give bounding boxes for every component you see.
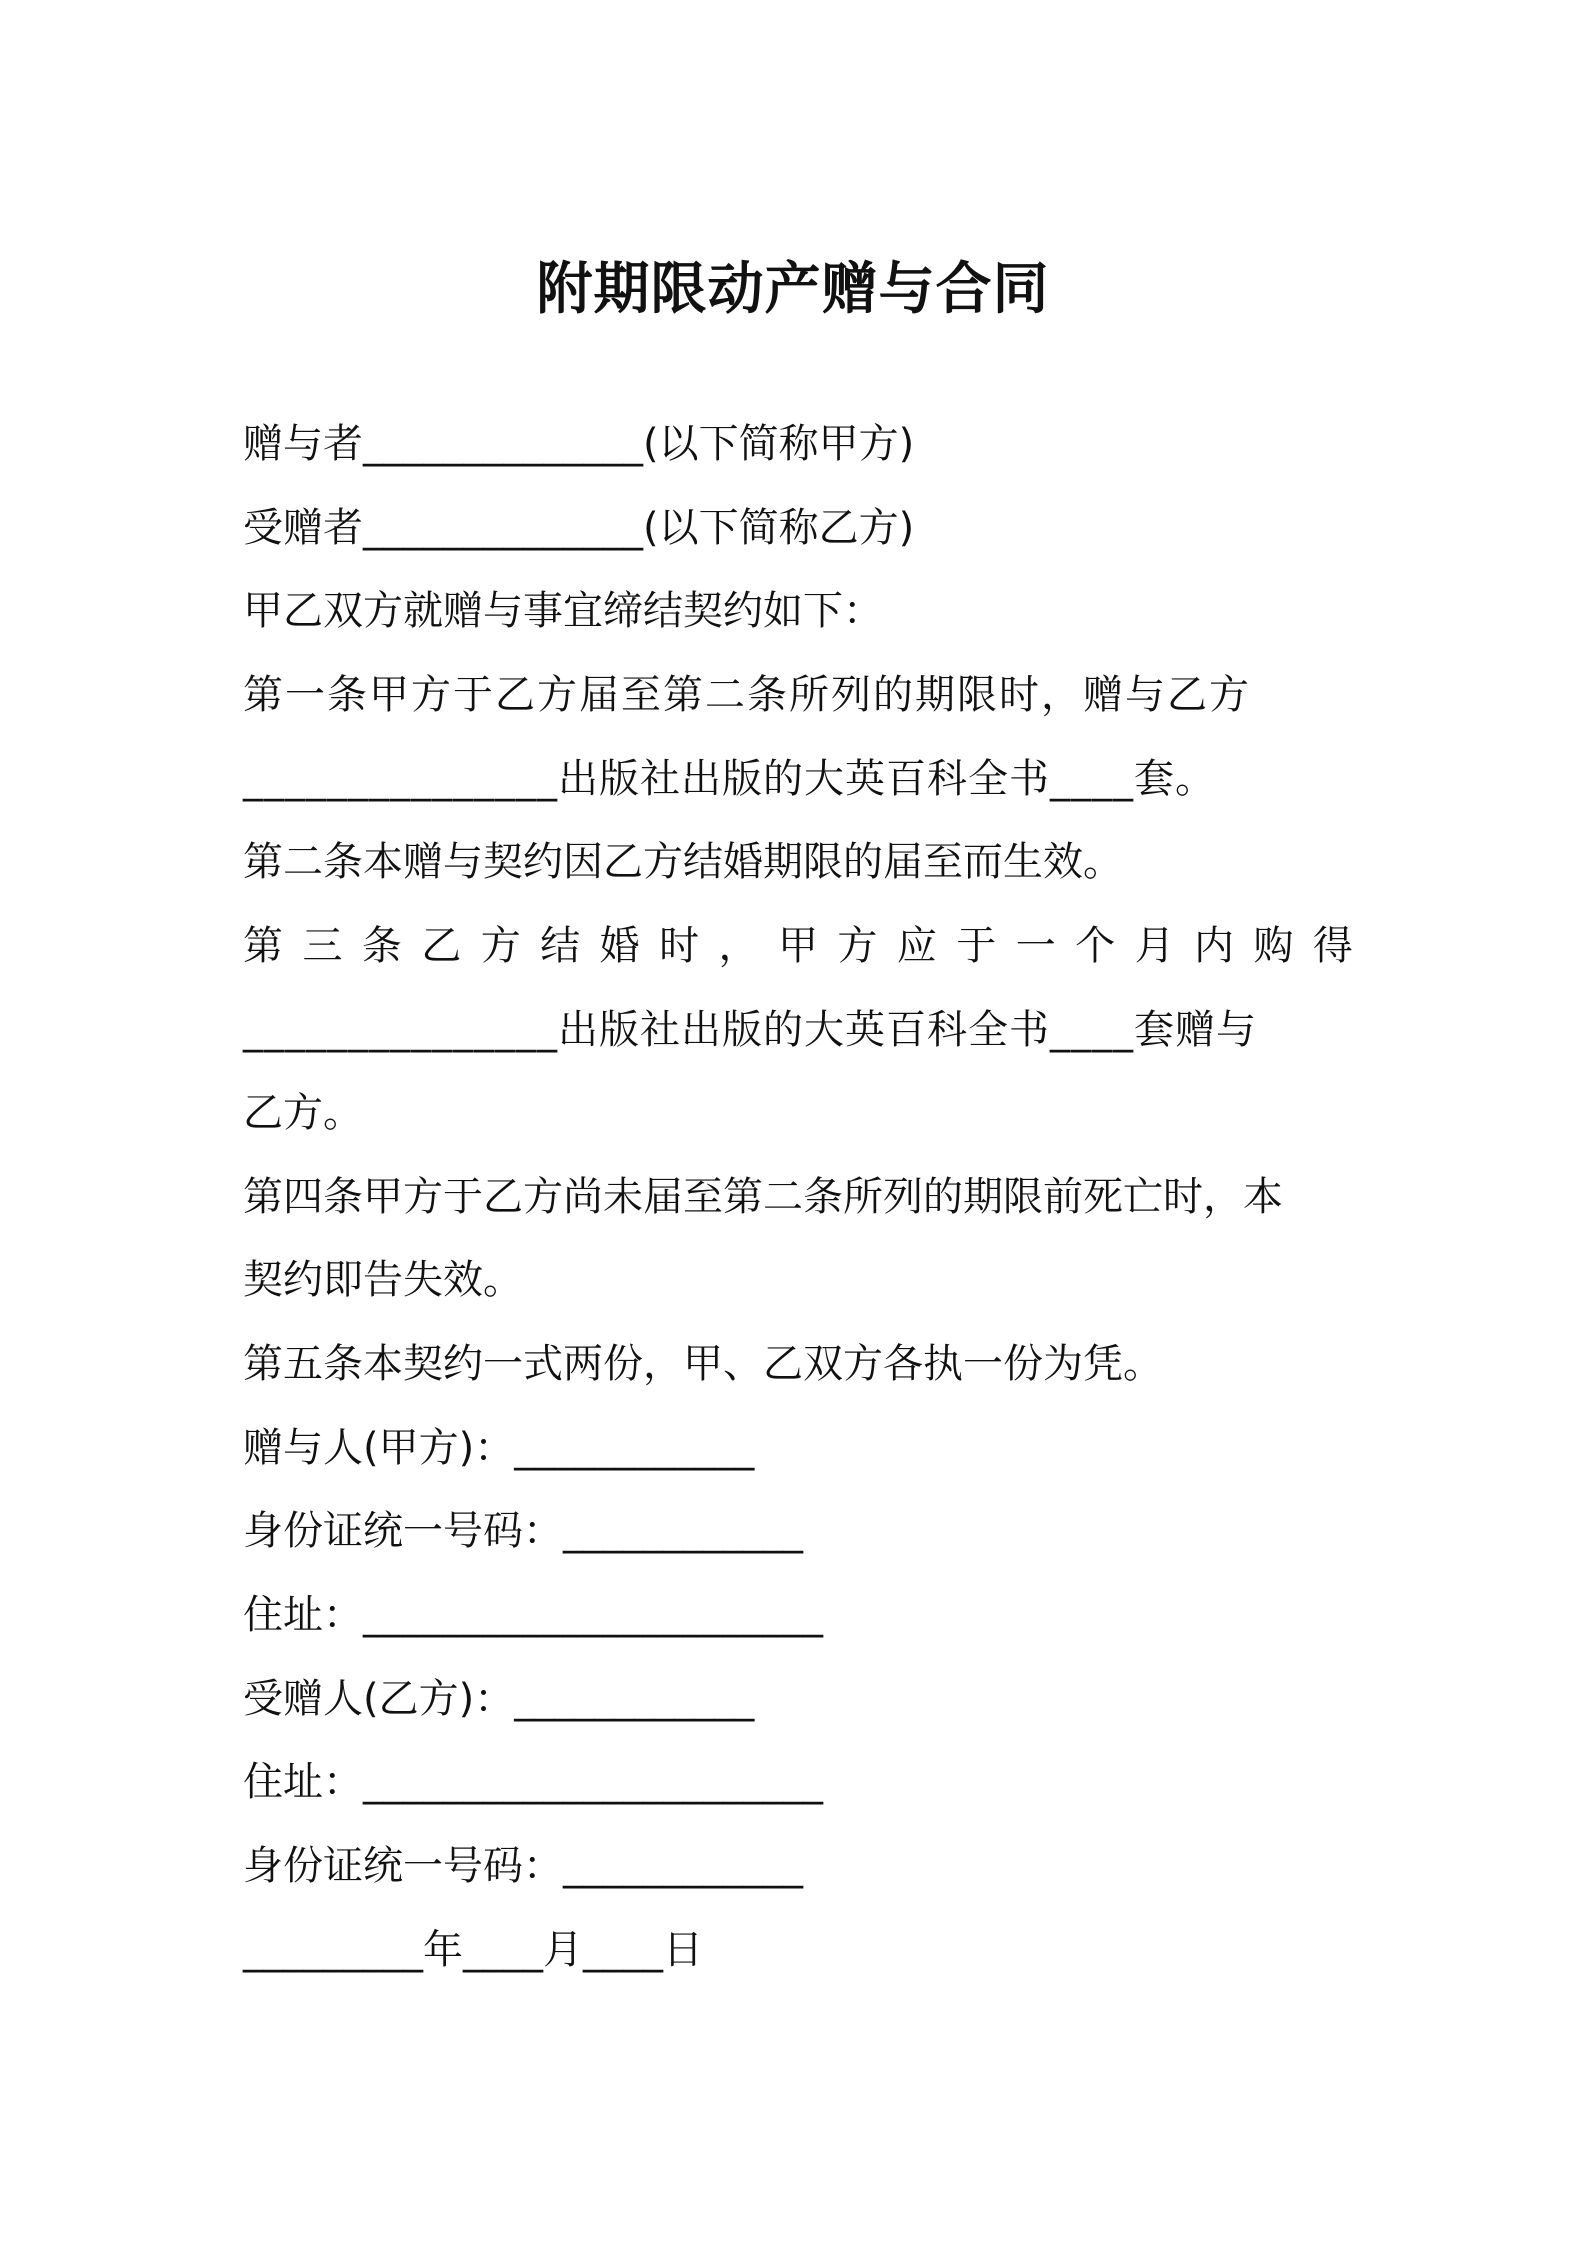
article-3-char: 第: [243, 923, 283, 969]
donor-address: 住址：_______________________: [243, 1592, 823, 1638]
article-3-char: 于: [956, 923, 997, 969]
article-3-char: 方: [480, 923, 521, 969]
article-3-char: 个: [1075, 923, 1116, 969]
article-3-char: 甲: [777, 923, 818, 969]
article-3-char: 结: [540, 923, 581, 969]
article-3-char: 月: [1134, 923, 1175, 969]
article-3-spread-text: [243, 916, 1353, 976]
donee-id-number: 身份证统一号码：____________: [243, 1843, 803, 1889]
article-1-line-2: _______________出版社出版的大英百科全书____套。: [243, 756, 1216, 802]
article-3-line-3: 乙方。: [243, 1090, 363, 1136]
article-3-char: 婚: [599, 923, 640, 969]
article-3-char: 购: [1253, 923, 1294, 969]
donor-line: 赠与者______________(以下简称甲方): [243, 421, 915, 467]
article-3-char: 应: [896, 923, 937, 969]
document-title: 附期限动产赠与合同: [536, 257, 1050, 322]
donee-signature: 受赠人(乙方)：____________: [243, 1676, 755, 1722]
donor-id-number: 身份证统一号码：____________: [243, 1508, 803, 1554]
article-3-char: 条: [361, 923, 402, 969]
article-1-line-1: 第一条甲方于乙方届至第二条所列的期限时，赠与乙方: [243, 672, 1251, 718]
article-2: 第二条本赠与契约因乙方结婚期限的届至而生效。: [243, 839, 1123, 885]
date-line: _________年____月____日: [243, 1927, 703, 1973]
article-5: 第五条本契约一式两份，甲、乙双方各执一份为凭。: [243, 1341, 1163, 1387]
article-3-line-1: [243, 916, 1353, 976]
article-3-char: 内: [1194, 923, 1234, 969]
donor-signature: 赠与人(甲方)：____________: [243, 1425, 755, 1471]
article-3-char: ，: [718, 923, 759, 969]
article-3-char: 时: [659, 923, 700, 969]
article-4-line-1: 第四条甲方于乙方尚未届至第二条所列的期限前死亡时，本: [243, 1174, 1283, 1220]
article-3-line-2: _______________出版社出版的大英百科全书____套赠与: [243, 1007, 1257, 1053]
preamble: 甲乙双方就赠与事宜缔结契约如下：: [243, 588, 883, 634]
article-3-char: 乙: [421, 923, 462, 969]
donee-line: 受赠者______________(以下简称乙方): [243, 505, 915, 551]
article-3-char: 方: [837, 923, 878, 969]
article-3-char: 三: [302, 923, 343, 969]
article-4-line-2: 契约即告失效。: [243, 1257, 523, 1303]
article-3-char: 得: [1312, 923, 1353, 969]
article-3-char: 一: [1015, 923, 1056, 969]
donee-address: 住址：_______________________: [243, 1759, 823, 1805]
